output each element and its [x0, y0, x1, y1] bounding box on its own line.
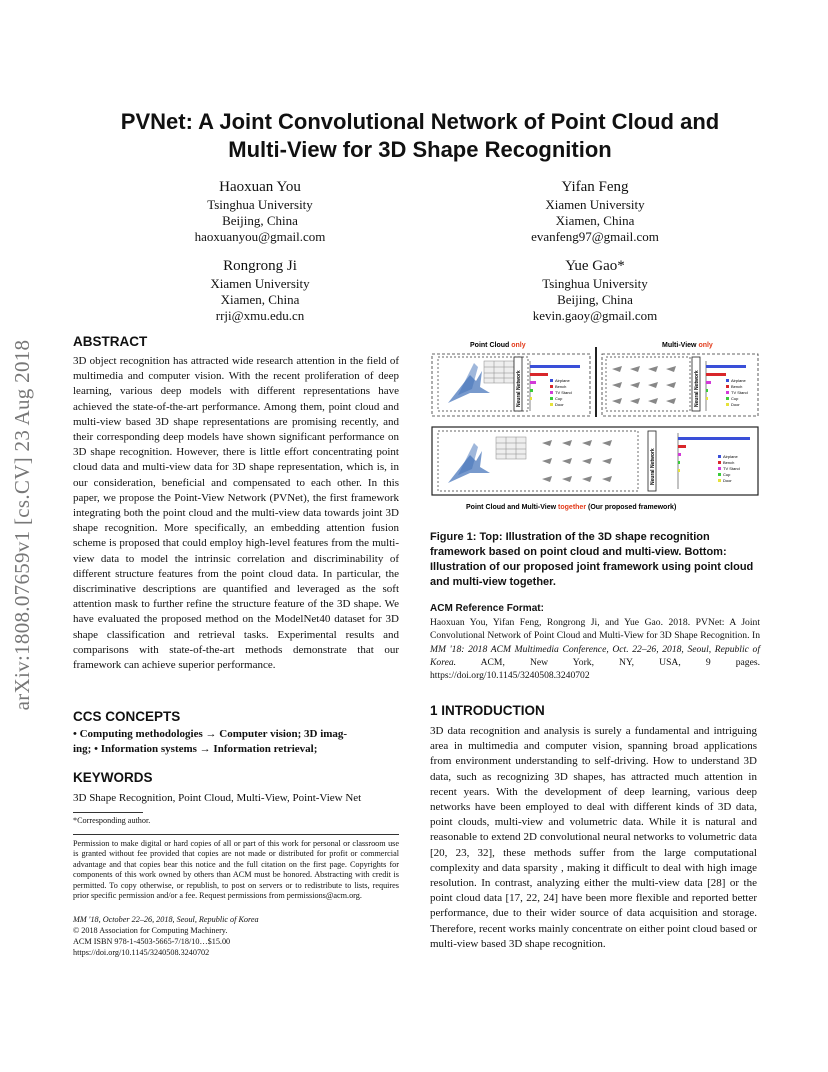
- legend-tv-stand: TV Stand: [723, 466, 740, 471]
- joint-legend: [718, 454, 740, 483]
- keywords-text: 3D Shape Recognition, Point Cloud, Multi-View, Point-View Net: [73, 792, 362, 804]
- abstract-heading: ABSTRACT: [73, 334, 148, 349]
- acm-ref-heading: ACM Reference Format:: [430, 603, 544, 614]
- legend-bench: Bench: [555, 384, 567, 389]
- author-block-3: [150, 258, 370, 324]
- pc-only-label: Point Cloud only: [470, 342, 526, 349]
- joint-point-table-icon: [496, 437, 526, 459]
- arxiv-stamp: arXiv:1808.07659v1 [cs.CV] 23 Aug 2018: [10, 339, 34, 711]
- joint-label: Point Cloud and Multi-View together (Our proposed framework): [466, 504, 677, 511]
- legend-tv-stand: TV Stand: [555, 390, 572, 395]
- author-name: Haoxuan You: [219, 179, 301, 195]
- ccs-heading: CCS CONCEPTS: [73, 709, 181, 724]
- author-email[interactable]: evanfeng97@gmail.com: [531, 229, 659, 244]
- permission-text: Permission to make digital or hard copies of all or part of this work for personal or classroom use is granted without fee provided that copies are not made or distributed for profit or commercial advantage and that copies bear this notice and the full citation on the first page. Copyrights for components of this work owned by others than ACM must be honored. Abstracting with credit is permitted. To copy otherwise, or republish, to post on servers or to redistribute to lists, requires prior specific permission and/or a fee. Request permissions from permissions@acm.org.: [73, 839, 399, 901]
- author-location: Beijing, China: [222, 213, 298, 228]
- abstract-text: 3D object recognition has attracted wide research attention in the field of multimedia and computer vision. With the recent proliferation of deep learning, various deep models with different representations have achieved the state-of-the-art performance. Among them, point cloud and multi-view based 3D shape representations are promising recently, and their corresponding deep models have shown significant performance on 3D shape recognition. However, there is little effort concentrating point cloud data and multi-view data for 3D shape representation, which is, in our consideration, beneficial and compensated to each other. In this paper, we propose the Point-View Network (PVNet), the first framework integrating both the point cloud and the multi-view data towards joint 3D shape recognition. More specifically, an embedding attention fusion scheme is proposed that could employ high-level features from the multi-view data to model the intrinsic correlation and discriminability of different structure features from the point cloud data. In particular, the discriminative descriptions are quantified and leveraged as the soft attention mask to further refine the structure feature of the 3D shape. We have evaluated the proposed method on the ModelNet40 dataset for 3D shape classification and retrieval tasks. Experimental results and comparisons with state-of-the-art methods demonstrate that our framework can achieve superior performance.: [73, 355, 399, 672]
- footnote-rule: [73, 812, 143, 813]
- legend-cup: Cup: [555, 396, 563, 401]
- mv-legend: [726, 378, 748, 407]
- author-block-4: [480, 258, 710, 324]
- legend-bench: Bench: [723, 460, 735, 465]
- author-name: Rongrong Ji: [223, 258, 297, 274]
- ccs-concepts: [73, 727, 403, 757]
- author-email[interactable]: haoxuanyou@gmail.com: [194, 229, 326, 244]
- legend-airplane: Airplane: [723, 454, 738, 459]
- author-affiliation: Tsinghua University: [207, 197, 313, 212]
- author-affiliation: Tsinghua University: [542, 276, 648, 291]
- mv-only-label: Multi-View only: [662, 342, 713, 349]
- ccs-line-1: • Computing methodologies → Computer vision; 3D imag-: [73, 728, 348, 740]
- mv-network-label: Neural Network: [694, 370, 700, 407]
- introduction-heading: 1 INTRODUCTION: [430, 703, 545, 718]
- legend-cup: Cup: [731, 396, 739, 401]
- joint-network-label: Neural Network: [650, 448, 656, 485]
- author-email[interactable]: rrji@xmu.edu.cn: [215, 308, 305, 323]
- point-table-icon: [484, 361, 514, 383]
- joint-bar-chart: [678, 433, 750, 489]
- joint-multi-view-images-icon: [542, 440, 612, 482]
- author-affiliation: Xiamen University: [545, 197, 645, 212]
- acm-ref-citation: Haoxuan You, Yifan Feng, Rongrong Ji, and Yue Gao. 2018. PVNet: A Joint Convolutional Network of Point Cloud and Multi-View for 3D Shape Recognition. In: [430, 617, 760, 642]
- author-location: Beijing, China: [557, 292, 633, 307]
- legend-airplane: Airplane: [555, 378, 570, 383]
- isbn-line: ACM ISBN 978-1-4503-5665-7/18/10…$15.00: [73, 937, 231, 946]
- author-name: Yifan Feng: [561, 179, 629, 195]
- author-location: Xiamen, China: [220, 292, 300, 307]
- legend-cup: Cup: [723, 472, 731, 477]
- legend-bench: Bench: [731, 384, 743, 389]
- joint-point-cloud-icon: [448, 443, 490, 483]
- copyright-line: © 2018 Association for Computing Machinery.: [73, 926, 228, 935]
- author-block-1: [150, 179, 370, 245]
- legend-airplane: Airplane: [731, 378, 746, 383]
- author-email[interactable]: kevin.gaoy@gmail.com: [532, 308, 658, 323]
- author-name: Yue Gao*: [565, 258, 625, 274]
- point-cloud-airplane-icon: [448, 363, 490, 403]
- pc-legend: [550, 378, 572, 407]
- introduction-text: 3D data recognition and analysis is surely a fundamental and intriguing area in multimedia and computer vision, spanning broad applications from environment understanding to self-driving. How to understand 3D data, such as recognizing 3D shapes, has attracted much attention in recent years. With the development of deep learning, various deep networks have been employed to deal with different kinds of 3D data, point clouds, multi-view and volumetric data. While it is natural and reasonable to extend 2D convolutional neural networks to volumetric data [20, 23, 32], these methods suffer from the large computational complexity and data sparsity , making it difficult to deal with high image resolution. In contrast, analyzing either the multi-view data [28] or the point cloud data [17, 22, 24] have been more flexible and reported better performance, due to their wider source of data acquisition and storage. Therefore, recent works mainly concentrate on either point cloud based or multi-view based 3D shape recognition.: [430, 725, 757, 950]
- pc-network-label: Neural Network: [516, 370, 522, 407]
- doi-line[interactable]: https://doi.org/10.1145/3240508.3240702: [73, 948, 210, 957]
- keywords-heading: KEYWORDS: [73, 770, 153, 785]
- paper-title: [60, 108, 780, 164]
- ccs-line-2: ing; • Information systems → Information retrieval;: [73, 743, 318, 756]
- legend-tv-stand: TV Stand: [731, 390, 748, 395]
- author-block-2: [480, 179, 710, 245]
- acm-ref-text: [430, 616, 760, 682]
- figure-1-diagram: [430, 337, 760, 515]
- multi-view-images-icon: [612, 366, 676, 404]
- legend-door: Door: [555, 402, 564, 407]
- figure-1-caption: Figure 1: Top: Illustration of the 3D shape recognition framework based on point cloud and multi-view. Bottom: Illustration of our proposed joint framework using point cloud and multi-view together.: [430, 531, 754, 588]
- legend-door: Door: [731, 402, 740, 407]
- title-line-2: Multi-View for 3D Shape Recognition: [228, 137, 612, 162]
- title-line-1: PVNet: A Joint Convolutional Network of Point Cloud and: [120, 109, 720, 134]
- author-affiliation: Xiamen University: [210, 276, 310, 291]
- footnote: *Corresponding author.: [73, 816, 151, 825]
- acm-ref-publisher: ACM, New York, NY, USA, 9 pages. https://doi.org/10.1145/3240508.3240702: [430, 656, 760, 682]
- acm-ref-venue: MM '18: 2018 ACM Multimedia Conference, Oct. 22–26, 2018, Seoul, Republic of Korea.: [430, 643, 760, 668]
- author-location: Xiamen, China: [555, 213, 635, 228]
- permission-rule: [73, 834, 399, 835]
- legend-door: Door: [723, 478, 732, 483]
- conference-line: MM '18, October 22–26, 2018, Seoul, Republic of Korea: [73, 915, 259, 924]
- figure-1: [430, 337, 760, 515]
